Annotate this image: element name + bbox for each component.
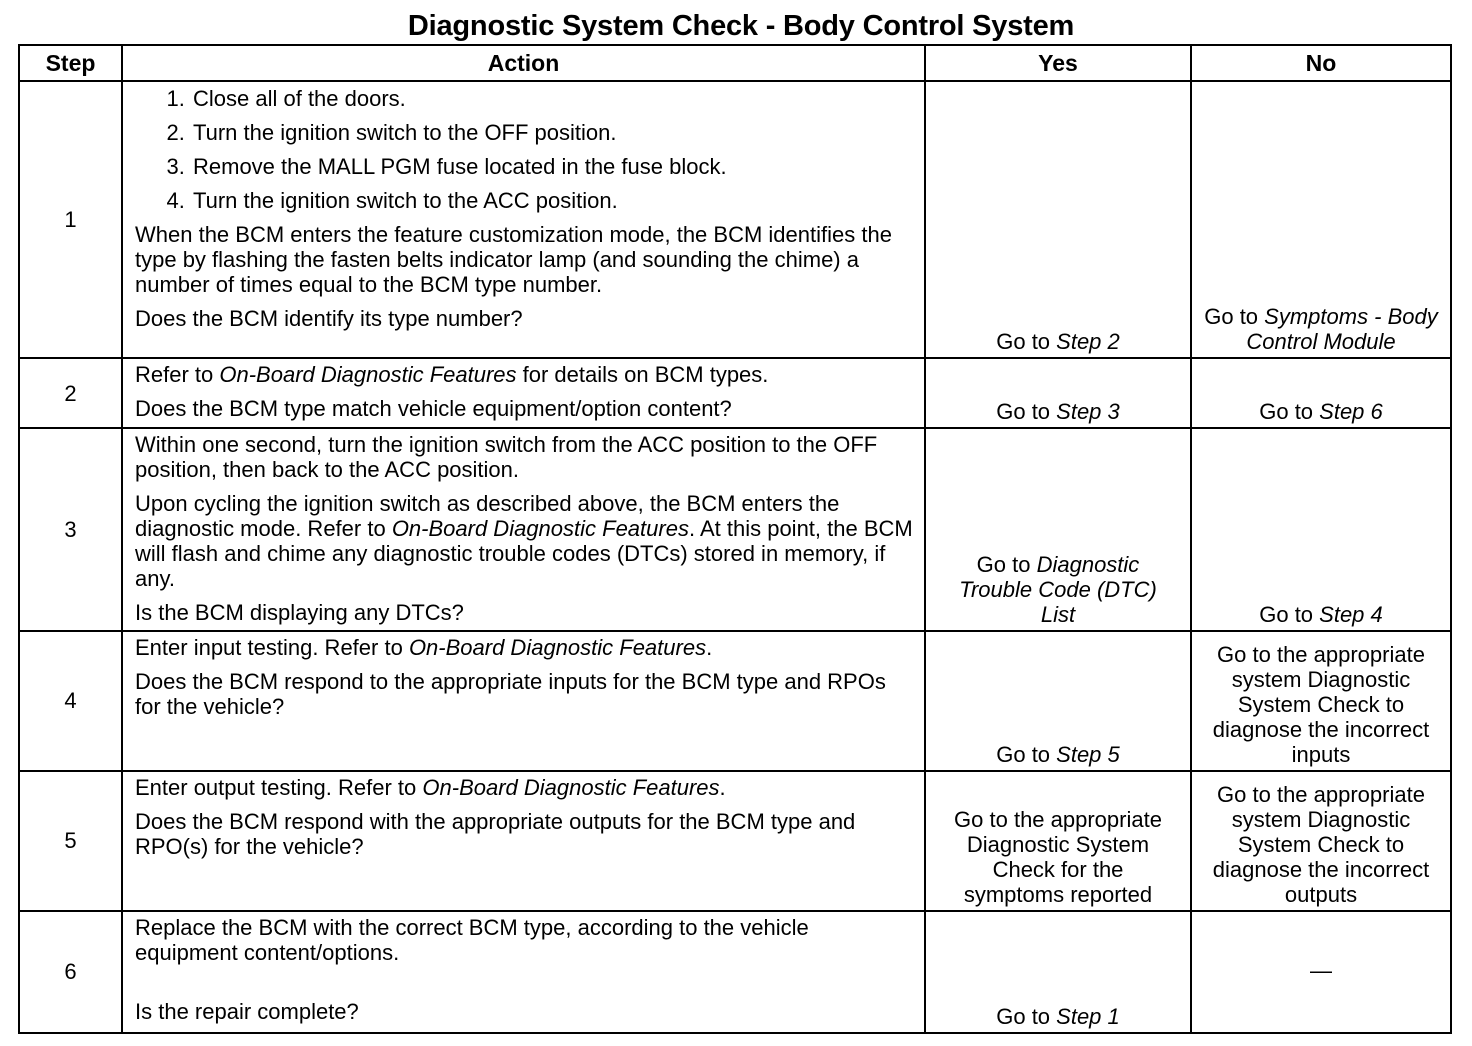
paragraph-text: . At this point, the BCM will flash and chime any diagnostic trouble codes (DTCs) stored in memory, if any. xyxy=(135,516,913,592)
no-cell xyxy=(1191,81,1451,358)
action-paragraph: Within one second, turn the ignition switch from the ACC position to the OFF position, then back to the ACC position. xyxy=(135,432,878,483)
list-item: 4. Turn the ignition switch to the ACC position. xyxy=(191,188,914,213)
yes-cell xyxy=(925,911,1191,1033)
no-prefix: Go to xyxy=(1259,399,1320,425)
no-cell: Go to the appropriate system Diagnostic System Check to diagnose the incorrect outputs xyxy=(1191,771,1451,911)
table-row xyxy=(19,358,1451,428)
table-row xyxy=(19,911,1451,1033)
no-reference: Symptoms - Body Control Module xyxy=(1246,304,1438,355)
action-question: Does the BCM respond to the appropriate inputs for the BCM type and RPOs for the vehicle? xyxy=(135,668,886,719)
step-number: 6 xyxy=(19,911,122,1033)
header-no: No xyxy=(1191,45,1451,81)
yes-reference: Step 3 xyxy=(1056,399,1120,425)
header-row xyxy=(19,45,1451,81)
paragraph-text: for details on BCM types. xyxy=(516,362,769,388)
no-cell xyxy=(1191,428,1451,630)
spacer xyxy=(135,974,914,999)
no-prefix: Go to xyxy=(1204,304,1265,330)
action-cell xyxy=(122,428,925,630)
paragraph-text: Enter input testing. Refer to xyxy=(135,634,409,660)
no-cell xyxy=(1191,358,1451,428)
yes-prefix: Go to xyxy=(996,399,1057,425)
action-paragraph xyxy=(135,775,914,800)
step-number: 5 xyxy=(19,771,122,911)
action-paragraph: When the BCM enters the feature customization mode, the BCM identifies the type by flashing the fasten belts indicator lamp (and sounding the chime) a number of times equal to the BCM type number. xyxy=(135,222,892,297)
no-cell: — xyxy=(1191,911,1451,1033)
paragraph-text: Enter output testing. Refer to xyxy=(135,774,423,800)
yes-reference: Diagnostic Trouble Code (DTC) List xyxy=(959,551,1157,627)
yes-cell xyxy=(925,631,1191,771)
action-cell xyxy=(122,358,925,428)
yes-prefix: Go to xyxy=(996,1004,1057,1029)
reference-link: On-Board Diagnostic Features xyxy=(391,516,689,542)
yes-prefix: Go to xyxy=(996,329,1057,355)
paragraph-text: . xyxy=(706,634,713,660)
yes-reference: Step 5 xyxy=(1056,741,1120,767)
action-cell xyxy=(122,81,925,358)
step-number: 2 xyxy=(19,358,122,428)
action-question: Is the BCM displaying any DTCs? xyxy=(135,600,464,626)
action-question: Is the repair complete? xyxy=(135,998,359,1024)
reference-link: On-Board Diagnostic Features xyxy=(408,634,707,660)
table-row xyxy=(19,428,1451,630)
step-number: 1 xyxy=(19,81,122,358)
paragraph-text: Upon cycling the ignition switch as described above, the BCM enters the diagnostic mode. Refer to xyxy=(135,491,840,542)
header-action: Action xyxy=(122,45,925,81)
paragraph-text: . xyxy=(719,774,726,800)
action-question: Does the BCM identify its type number? xyxy=(135,306,523,331)
table-row xyxy=(19,631,1451,771)
list-item: 2. Turn the ignition switch to the OFF position. xyxy=(191,120,914,145)
action-question: Does the BCM type match vehicle equipment/option content? xyxy=(135,396,732,422)
table-row xyxy=(19,81,1451,358)
no-reference: Step 6 xyxy=(1319,399,1383,425)
paragraph-text: Refer to xyxy=(135,362,220,388)
yes-reference: Step 2 xyxy=(1056,329,1120,355)
yes-cell xyxy=(925,358,1191,428)
action-cell xyxy=(122,771,925,911)
reference-link: On-Board Diagnostic Features xyxy=(422,774,720,800)
no-prefix: Go to xyxy=(1259,601,1320,627)
yes-cell xyxy=(925,428,1191,630)
table-row xyxy=(19,771,1451,911)
reference-link: On-Board Diagnostic Features xyxy=(219,362,517,388)
header-yes: Yes xyxy=(925,45,1191,81)
no-reference: Step 4 xyxy=(1319,601,1383,627)
action-question: Does the BCM respond with the appropriate outputs for the BCM type and RPO(s) for the vehicle? xyxy=(135,808,856,859)
yes-cell xyxy=(925,81,1191,358)
yes-prefix: Go to xyxy=(976,551,1037,577)
diagnostic-table xyxy=(18,44,1452,1034)
action-paragraph xyxy=(135,635,914,660)
page-title: Diagnostic System Check - Body Control System xyxy=(407,10,1075,42)
yes-reference: Step 1 xyxy=(1056,1004,1120,1029)
action-paragraph xyxy=(135,362,914,387)
no-cell: Go to the appropriate system Diagnostic System Check to diagnose the incorrect inputs xyxy=(1191,631,1451,771)
action-list xyxy=(135,86,914,213)
yes-prefix: Go to xyxy=(996,741,1057,767)
action-cell xyxy=(122,631,925,771)
list-item: 1. Close all of the doors. xyxy=(191,86,914,111)
action-paragraph xyxy=(135,491,914,591)
list-item: 3. Remove the MALL PGM fuse located in the fuse block. xyxy=(191,154,914,179)
step-number: 3 xyxy=(19,428,122,630)
action-paragraph: Replace the BCM with the correct BCM type, according to the vehicle equipment content/options. xyxy=(135,914,809,965)
header-step: Step xyxy=(19,45,122,81)
yes-cell: Go to the appropriate Diagnostic System Check for the symptoms reported xyxy=(925,771,1191,911)
action-cell xyxy=(122,911,925,1033)
step-number: 4 xyxy=(19,631,122,771)
